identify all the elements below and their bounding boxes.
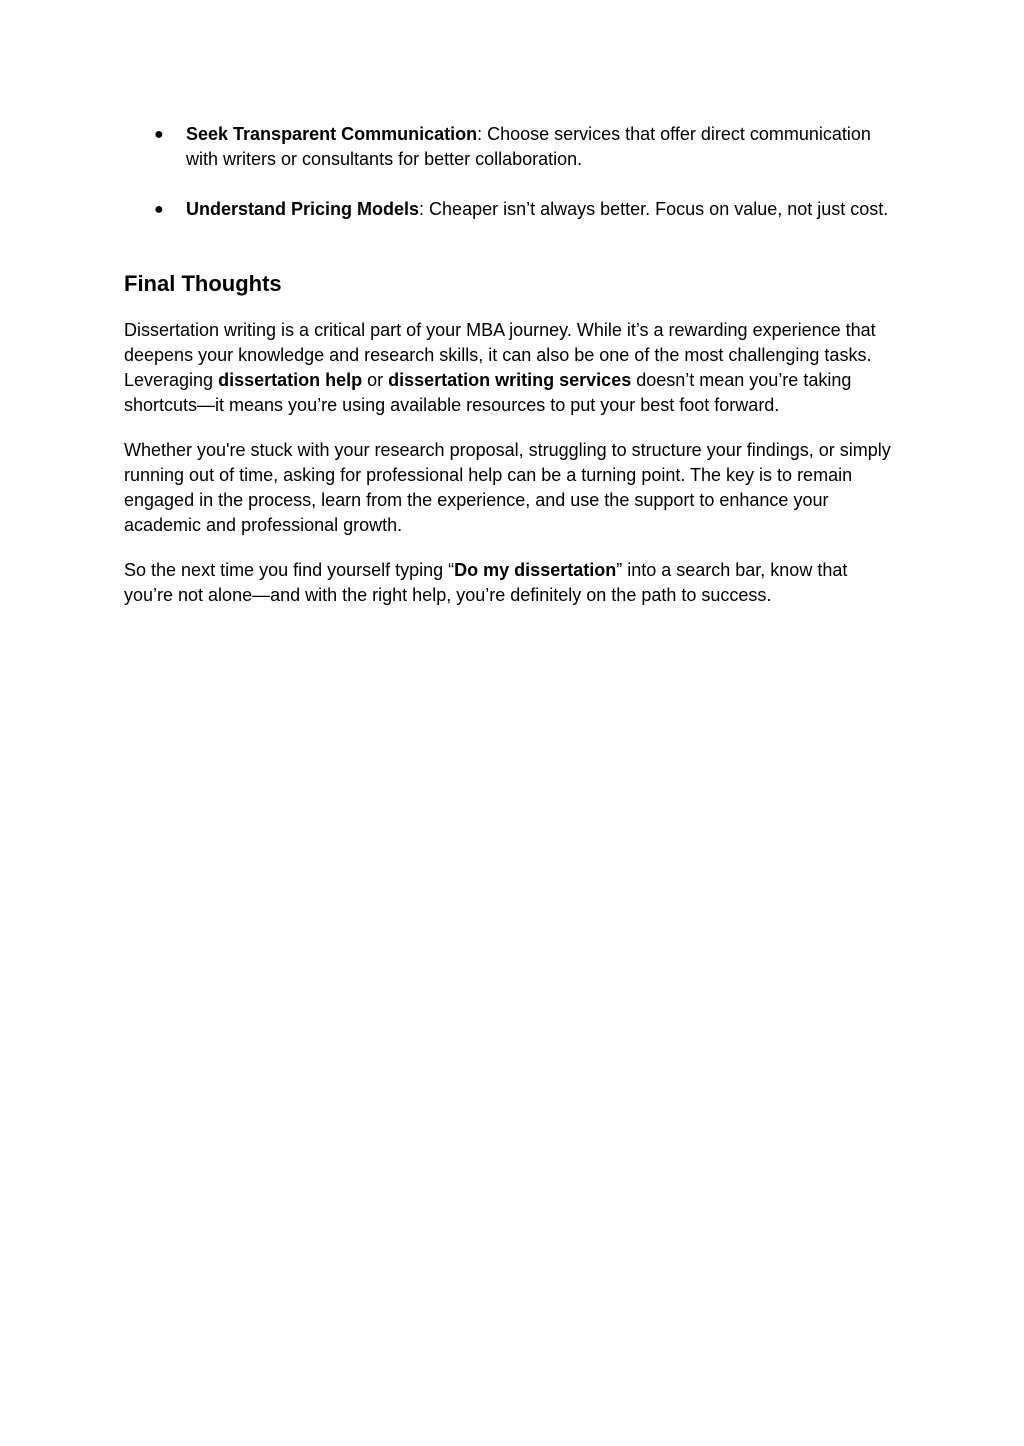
bold-phrase: dissertation writing services: [388, 370, 632, 390]
paragraph-text: doesn’t mean you’re taking shortcuts—it means you’re using available resources to put your best foot forward.: [124, 370, 852, 415]
list-item-title: Seek Transparent Communication: [186, 124, 478, 144]
paragraph-text: or: [362, 370, 389, 390]
document-page: [124, 122, 900, 608]
tips-list: [124, 122, 900, 222]
bullet-icon: ●: [154, 201, 164, 218]
bold-phrase: dissertation help: [218, 370, 363, 390]
list-item-text: : Cheaper isn’t always better. Focus on value, not just cost.: [419, 199, 889, 219]
section-heading: Final Thoughts: [124, 271, 282, 296]
paragraph-text: ” into a search bar, know that you’re not alone—and with the right help, you’re definitely on the path to success.: [124, 560, 848, 605]
paragraph-intro: [124, 318, 900, 418]
paragraph-text: So the next time you find yourself typing “: [124, 560, 455, 580]
paragraph-help: Whether you're stuck with your research proposal, struggling to structure your findings, or simply running out of time, asking for professional help can be a turning point. The key is to remain engaged in the process, learn from the experience, and use the support to enhance your academic and professional growth.: [124, 440, 891, 535]
list-item: [124, 197, 900, 222]
list-item-title: Understand Pricing Models: [186, 199, 420, 219]
bullet-icon: ●: [154, 126, 164, 143]
paragraph-text: Dissertation writing is a critical part of your MBA journey. While it’s a rewarding experience that deepens your knowledge and research skills, it can also be one of the most challenging tasks. Leveraging: [124, 320, 876, 390]
bold-phrase: Do my dissertation: [454, 560, 617, 580]
paragraph-closing: [124, 558, 900, 608]
list-item-text: : Choose services that offer direct communication with writers or consultants for better collaboration.: [186, 124, 871, 169]
list-item: [124, 122, 900, 172]
